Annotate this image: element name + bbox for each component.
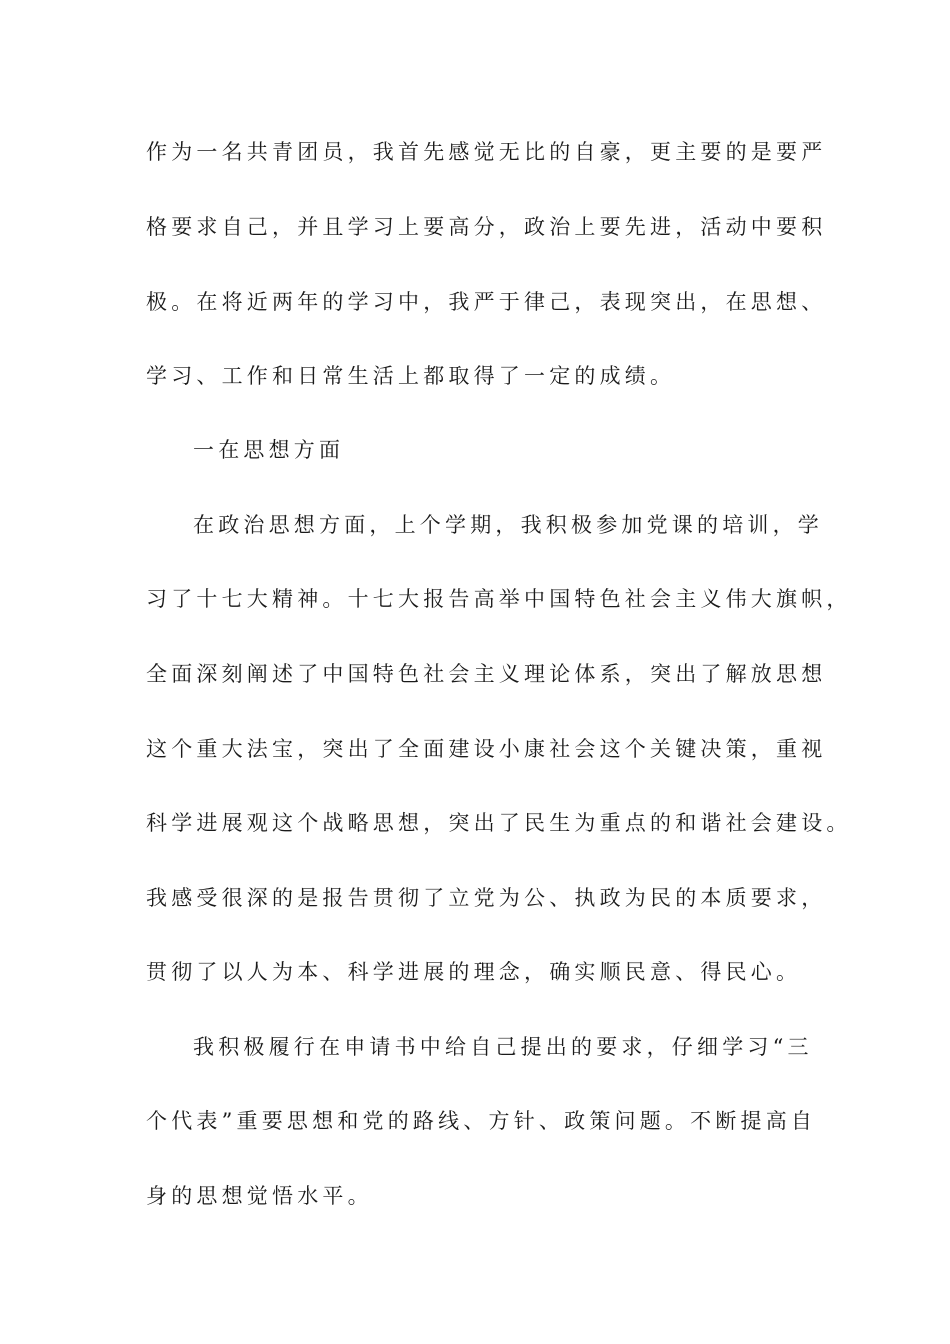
body-text-line: 格要求自己，并且学习上要高分，政治上要先进，活动中要积 [146,215,827,239]
body-text-line: 全面深刻阐述了中国特色社会主义理论体系，突出了解放思想 [146,662,827,686]
body-text-line: 习了十七大精神。十七大报告高举中国特色社会主义伟大旗帜， [146,587,852,611]
body-text-line: 作为一名共青团员，我首先感觉无比的自豪，更主要的是要严 [146,140,827,164]
body-text-line: 在政治思想方面，上个学期，我积极参加党课的培训，学 [193,513,823,537]
body-text-line: 我感受很深的是报告贯彻了立党为公、执政为民的本质要求， [146,886,827,910]
body-text-line: 个代表”重要思想和党的路线、方针、政策问题。不断提高自 [146,1109,817,1133]
body-text-line: 我积极履行在申请书中给自己提出的要求，仔细学习“三 [193,1035,813,1059]
body-text-line: 极。在将近两年的学习中，我严于律己，表现突出，在思想、 [146,290,827,314]
body-text-line: 科学进展观这个战略思想，突出了民生为重点的和谐社会建设。 [146,811,852,835]
body-text-line: 身的思想觉悟水平。 [146,1184,373,1208]
section-heading: 一在思想方面 [193,438,345,462]
body-text-line: 学习、工作和日常生活上都取得了一定的成绩。 [146,364,676,388]
body-text-line: 这个重大法宝，突出了全面建设小康社会这个关键决策，重视 [146,737,827,761]
body-text-line: 贯彻了以人为本、科学进展的理念，确实顺民意、得民心。 [146,960,802,984]
